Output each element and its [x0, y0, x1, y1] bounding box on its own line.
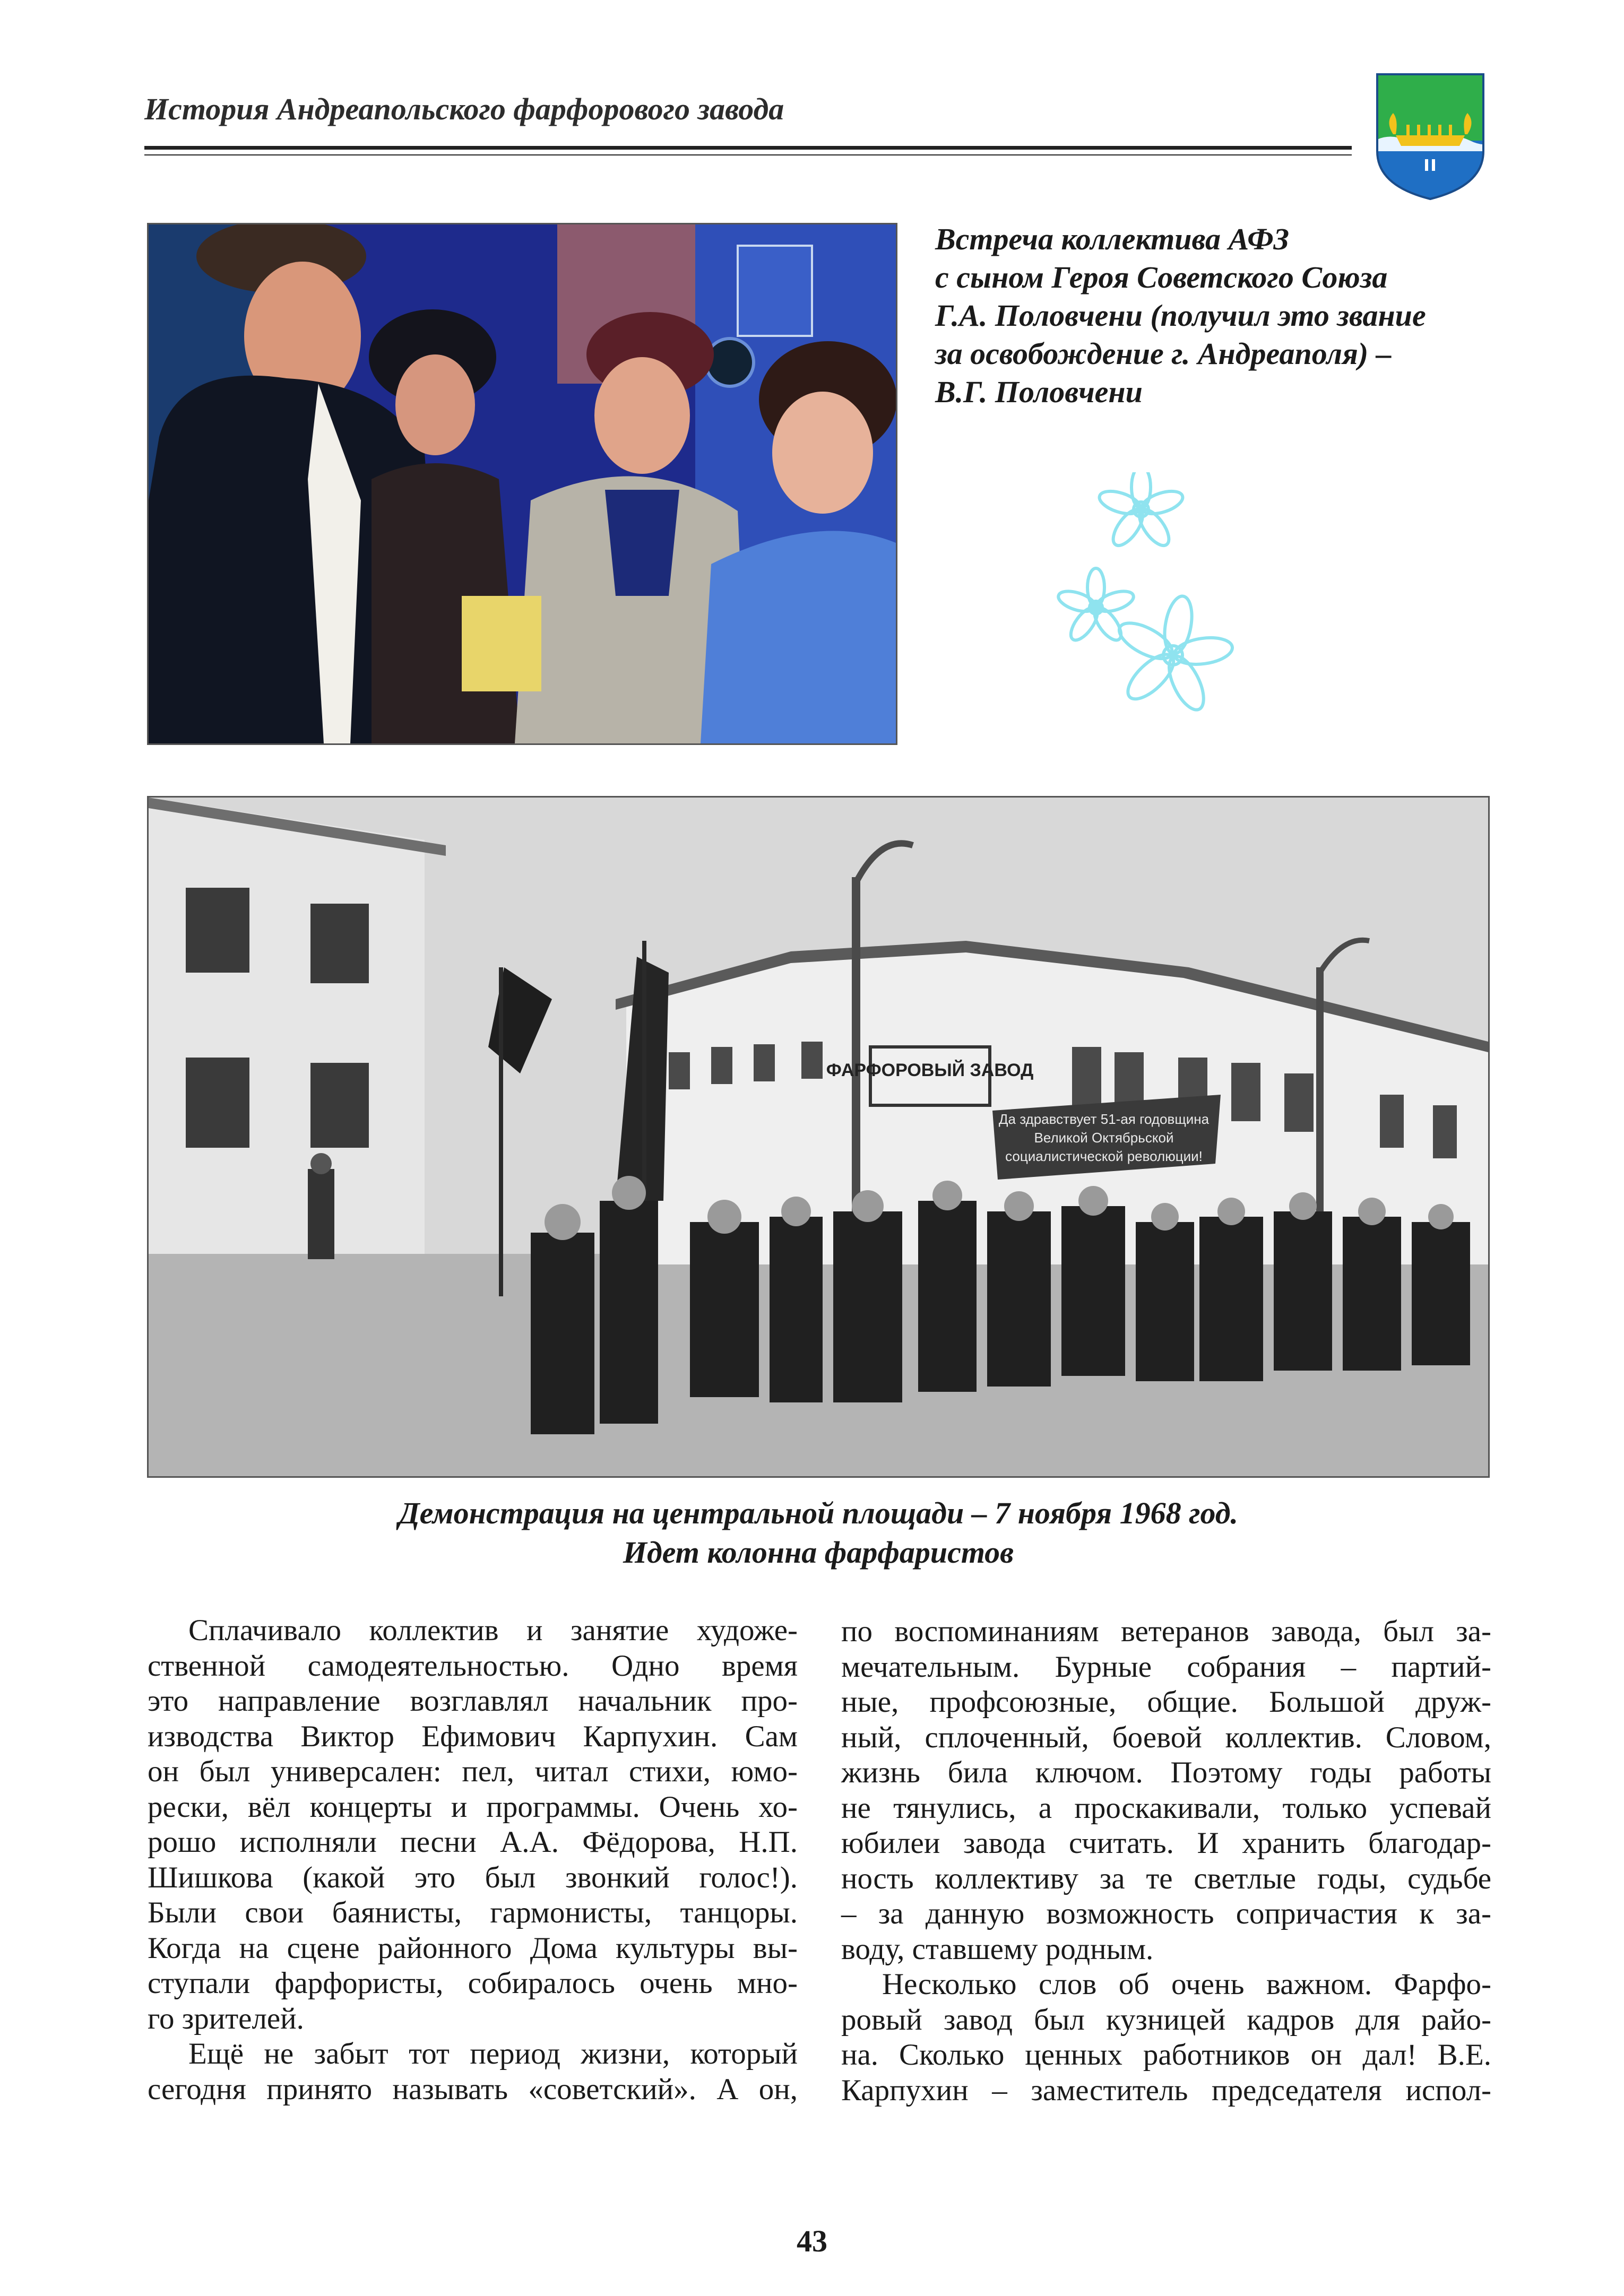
header-rule-thin — [144, 154, 1352, 155]
text-line: ные, профсоюзные, общие. Большой друж- — [841, 1685, 1491, 1719]
text-line: мечательным. Бурные собрания – партий- — [841, 1650, 1491, 1684]
page-number: 43 — [797, 2224, 827, 2258]
text-line: ный, сплоченный, боевой коллектив. Словом, — [841, 1720, 1491, 1754]
text-line: – за данную возможность сопричастия к за- — [841, 1897, 1491, 1930]
text-line: изводства Виктор Ефимович Карпухин. Сам — [148, 1719, 798, 1753]
text-line: Когда на сцене районного Дома культуры вы- — [148, 1931, 798, 1965]
demonstration-photo-image — [149, 798, 1488, 1476]
text-line: он был универсален: пел, читал стихи, юмо- — [148, 1755, 798, 1788]
header-rule-thick — [144, 146, 1352, 150]
text-line: воду, ставшему родным. — [841, 1932, 1154, 1966]
text-line: Были свои баянисты, гармонисты, танцоры. — [148, 1896, 798, 1929]
text-line: не тянулись, а проскакивали, только успевай — [841, 1791, 1491, 1825]
text-line: ственной самодеятельностью. Одно время — [148, 1649, 798, 1683]
text-line: Карпухин – заместитель председателя испол- — [841, 2073, 1491, 2107]
text-line: жизнь била ключом. Поэтому годы работы — [841, 1756, 1491, 1789]
text-line: это направление возглавлял начальник про- — [148, 1684, 798, 1718]
photo-banner-text: ФАРФОРОВЫЙ ЗАВОД — [826, 1060, 1034, 1080]
photo-slogan-line: Великой Октябрьской — [1034, 1130, 1174, 1146]
text-line: рошо исполняли песни А.А. Фёдорова, Н.П. — [148, 1825, 798, 1859]
bottom-photo-caption — [147, 1494, 1490, 1572]
decorative-flowers-icon — [1056, 472, 1237, 722]
text-line: Сплачивало коллектив и занятие художе- — [188, 1614, 798, 1647]
text-line: Ещё не забыт тот период жизни, который — [188, 2037, 798, 2070]
text-line: Шишкова (какой это был звонкий голос!). — [148, 1860, 798, 1894]
caption-line: Идет колонна фарфаристов — [623, 1535, 1014, 1570]
text-line: юбилеи завода считать. И хранить благодар- — [841, 1826, 1491, 1860]
caption-line: В.Г. Половчени — [935, 375, 1143, 409]
photo-slogan-line: социалистической революции! — [1005, 1148, 1203, 1164]
coat-of-arms-logo — [1375, 72, 1486, 202]
caption-line: Г.А. Половчени (получил это звание — [935, 298, 1426, 333]
caption-line: за освобождение г. Андреаполя) – — [935, 336, 1392, 371]
meeting-photo-image — [149, 224, 896, 743]
running-header-title: История Андреапольского фарфорового завода — [144, 92, 784, 126]
meeting-photo — [147, 223, 897, 745]
text-line: по воспоминаниям ветеранов завода, был за- — [841, 1615, 1491, 1648]
text-line: ступали фарфористы, собиралось очень мно- — [148, 1966, 798, 2000]
caption-line: Демонстрация на центральной площади – 7 ноября 1968 год. — [398, 1496, 1238, 1530]
text-column-left — [148, 1613, 798, 2107]
text-line: ность коллективу за те светлые годы, судьбе — [841, 1861, 1491, 1895]
text-line: ровый завод был кузницей кадров для райо- — [841, 2003, 1491, 2037]
text-line: го зрителей. — [148, 2002, 304, 2035]
top-photo-caption — [935, 220, 1466, 411]
caption-line: с сыном Героя Советского Союза — [935, 260, 1388, 294]
text-line: Несколько слов об очень важном. Фарфо- — [882, 1968, 1491, 2001]
demonstration-photo — [147, 796, 1490, 1478]
text-line: рески, вёл концерты и программы. Очень хо- — [148, 1790, 798, 1824]
text-column-right — [841, 1614, 1491, 2108]
caption-line: Встреча коллектива АФЗ — [935, 222, 1290, 256]
text-line: сегодня принято называть «советский». А он, — [148, 2072, 798, 2106]
photo-slogan-line: Да здравствует 51-ая годовщина — [998, 1111, 1210, 1127]
text-line: на. Сколько ценных работников он дал! В.Е. — [841, 2038, 1491, 2072]
